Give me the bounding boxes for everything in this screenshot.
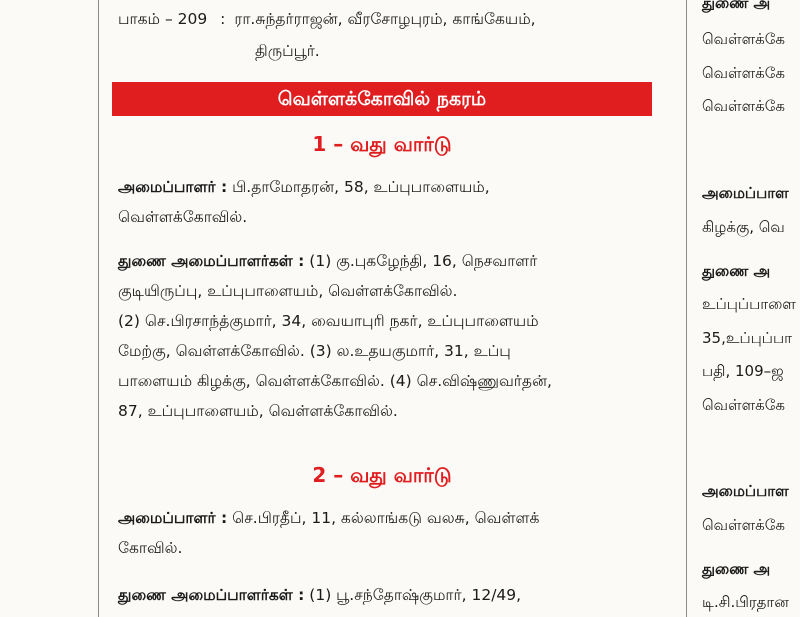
deputy-label: துணை அமைப்பாளர்கள் : <box>118 586 305 604</box>
top-line-2: திருப்பூர். <box>255 42 320 60</box>
column-rule-right <box>686 0 687 617</box>
right-line: டி.சி.பிரதான <box>702 593 789 611</box>
column-rule-left <box>98 0 99 617</box>
deputy-line1: (1) பூ.சந்தோஷ்குமார், 12/49, <box>309 586 522 604</box>
ward1-deputies <box>118 246 643 426</box>
right-column <box>698 0 800 617</box>
right-line: வெள்ளக்கே <box>702 64 785 82</box>
organizer-line1: பி.தாமோதரன், 58, உப்புபாளையம், <box>232 178 490 196</box>
left-margin <box>0 0 58 617</box>
ward1-organizer <box>118 172 643 232</box>
right-line: 35,உப்புப்பா <box>702 329 792 347</box>
part-label: பாகம் – 209 <box>118 10 208 28</box>
part-text: ரா.சுந்தர்ராஜன், வீரசோழபுரம், காங்கேயம், <box>234 10 536 28</box>
right-line: அமைப்பாள <box>702 184 789 202</box>
right-line: வெள்ளக்கே <box>702 396 785 414</box>
deputy-line1: (1) கு.புகழேந்தி, 16, நெசவாளர் <box>309 252 538 270</box>
ward2-organizer <box>118 503 643 563</box>
top-line <box>118 4 643 34</box>
part-sep: : <box>220 10 226 28</box>
right-line: வெள்ளக்கே <box>702 97 785 115</box>
ward2-deputies <box>118 580 643 610</box>
deputy-line3: (2) செ.பிரசாந்த்குமார், 34, வையாபுரி நகர், உப்புபாளையம் <box>118 312 539 330</box>
ward2-title: 2 – வது வார்டு <box>312 463 452 487</box>
organizer-label: அமைப்பாளர் : <box>118 509 228 527</box>
right-line: துணை அ <box>702 560 771 578</box>
organizer-line2: கோவில். <box>118 539 183 557</box>
right-line: கிழக்கு, வெ <box>702 218 785 236</box>
right-line: அமைப்பாள <box>702 482 789 500</box>
right-line: துணை அ <box>702 262 771 280</box>
right-line: வெள்ளக்கே <box>702 30 785 48</box>
organizer-line2: வெள்ளக்கோவில். <box>118 208 248 226</box>
deputy-line5: பாளையம் கிழக்கு, வெள்ளக்கோவில். (4) செ.விஷ்ணுவர்தன், <box>118 372 552 390</box>
organizer-line1: செ.பிரதீப், 11, கல்லாங்கடு வலசு, வெள்ளக் <box>232 509 540 527</box>
right-line: பதி, 109–ஜ <box>702 362 784 380</box>
deputy-label: துணை அமைப்பாளர்கள் : <box>118 252 305 270</box>
deputy-line4: மேற்கு, வெள்ளக்கோவில். (3) ல.உதயகுமார், 31, உப்பு <box>118 342 511 360</box>
organizer-label: அமைப்பாளர் : <box>118 178 228 196</box>
deputy-line2: குடியிருப்பு, உப்புபாளையம், வெள்ளக்கோவில். <box>118 282 458 300</box>
right-line: உப்புப்பாளை <box>702 295 796 313</box>
right-line: வெள்ளக்கே <box>702 516 785 534</box>
section-header: வெள்ளக்கோவில் நகரம் <box>112 82 652 116</box>
right-line: துணை அ <box>702 0 771 12</box>
ward1-title: 1 – வது வார்டு <box>312 132 452 156</box>
deputy-line6: 87, உப்புபாளையம், வெள்ளக்கோவில். <box>118 402 398 420</box>
main-column <box>100 0 660 617</box>
